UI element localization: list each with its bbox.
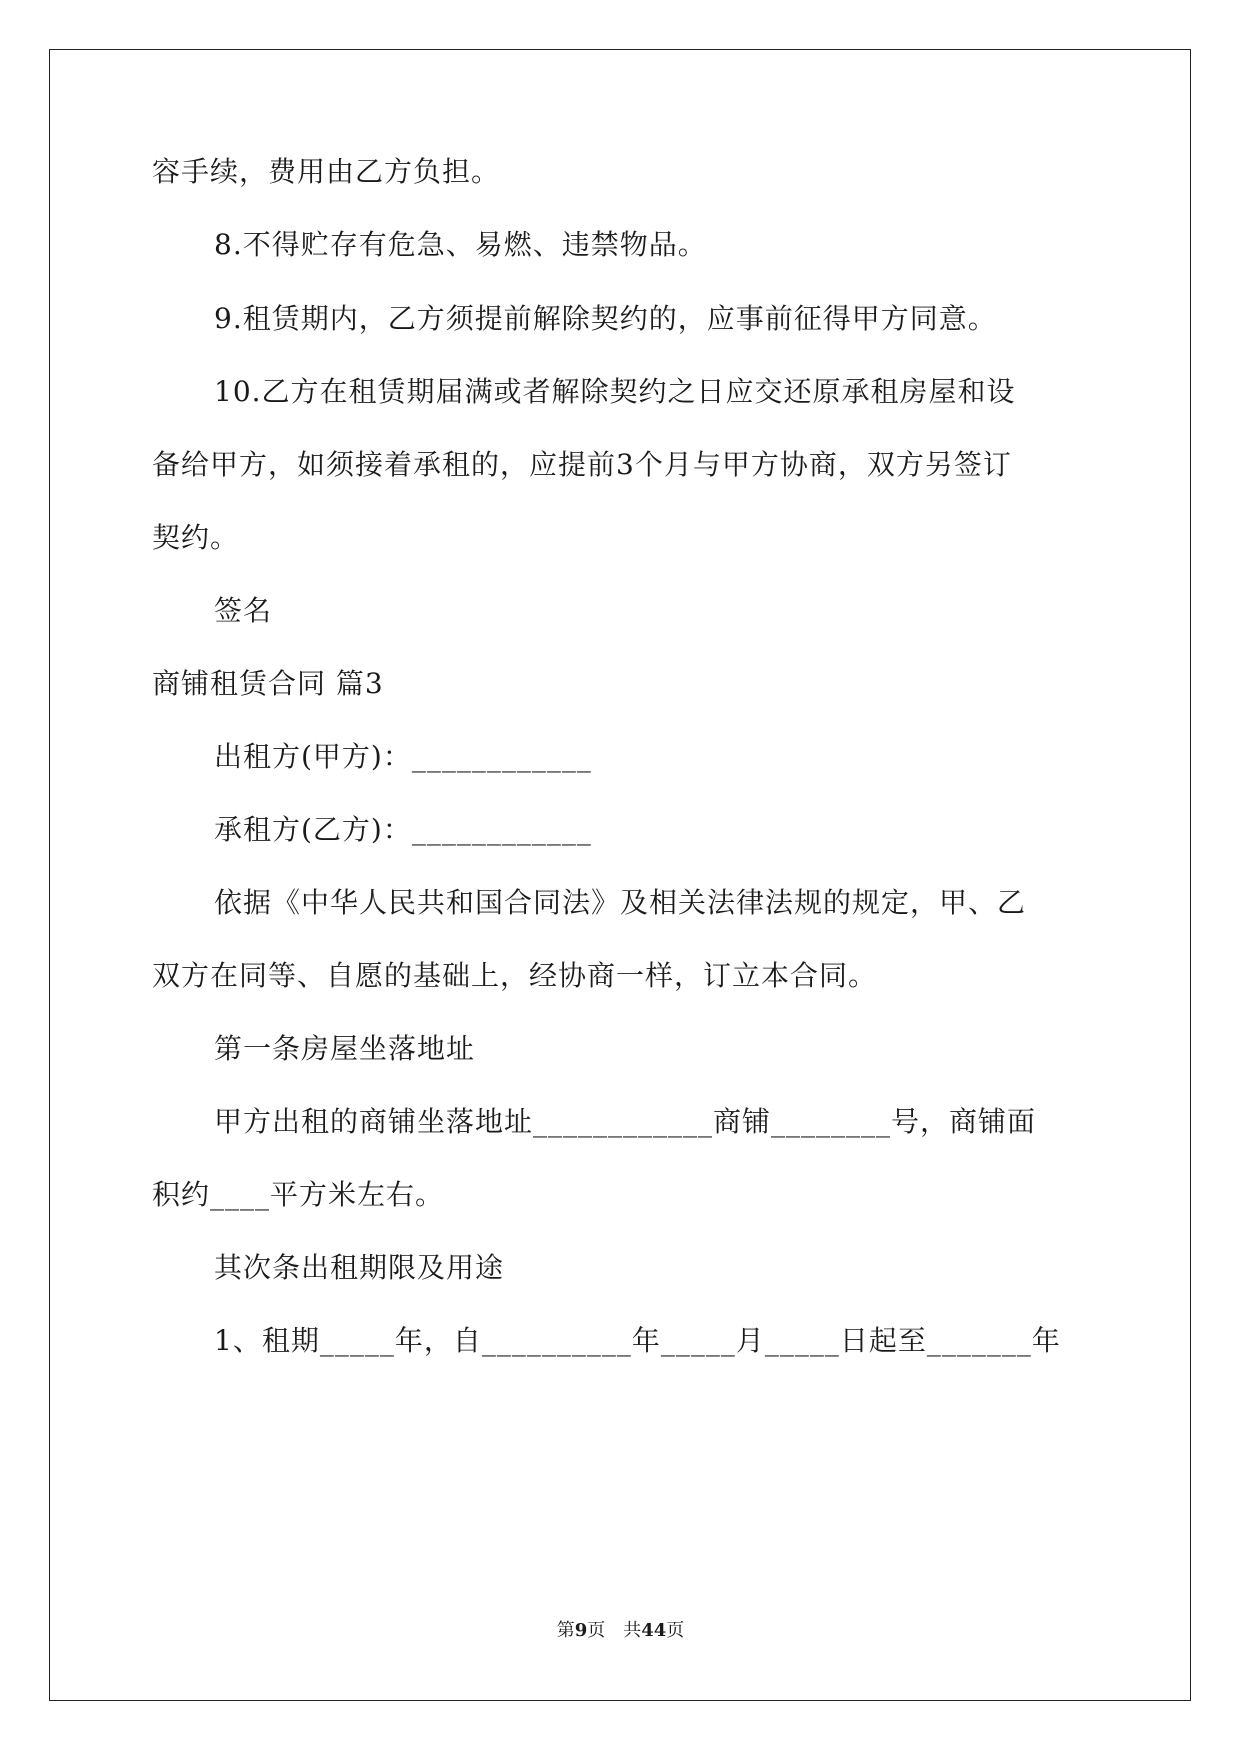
text-line: 依据《中华人民共和国合同法》及相关法律法规的规定，甲、乙 [214,886,1027,919]
total-pages: 44 [641,1620,667,1641]
text-line: 备给甲方，如须接着承租的，应提前3个月与甲方协商，双方另签订 [152,448,1012,481]
footer-total-suffix: 页 [666,1620,685,1641]
signature-label: 签名 [214,594,273,627]
footer-page-suffix: 页 [587,1620,606,1641]
text-line: 1、租期_____年，自__________年_____月_____日起至_______年 [214,1324,1061,1357]
text-line: 容手续，费用由乙方负担。 [152,155,501,188]
text-line: 8.不得贮存有危急、易燃、违禁物品。 [214,228,707,261]
footer-total-prefix: 共 [623,1620,642,1641]
lessee-field: 承租方(乙方)：____________ [214,813,592,846]
article-heading: 第一条房屋坐落地址 [214,1032,476,1065]
text-line: 积约____平方米左右。 [152,1178,445,1211]
text-line: 9.租赁期内，乙方须提前解除契约的，应事前征得甲方同意。 [214,302,997,335]
page-border [49,49,1191,1701]
page-footer [0,1620,1241,1642]
article-heading: 其次条出租期限及用途 [214,1251,505,1284]
lessor-field: 出租方(甲方)：____________ [214,740,592,773]
text-line: 契约。 [152,521,240,554]
page-number: 9 [574,1620,588,1641]
text-line: 10.乙方在租赁期届满或者解除契约之日应交还原承租房屋和设 [214,375,1016,408]
section-heading: 商铺租赁合同 篇3 [152,667,384,700]
footer-prefix: 第 [556,1620,575,1641]
text-line: 双方在同等、自愿的基础上，经协商一样，订立本合同。 [152,959,878,992]
text-line: 甲方出租的商铺坐落地址____________商铺________号，商铺面 [214,1105,1037,1138]
